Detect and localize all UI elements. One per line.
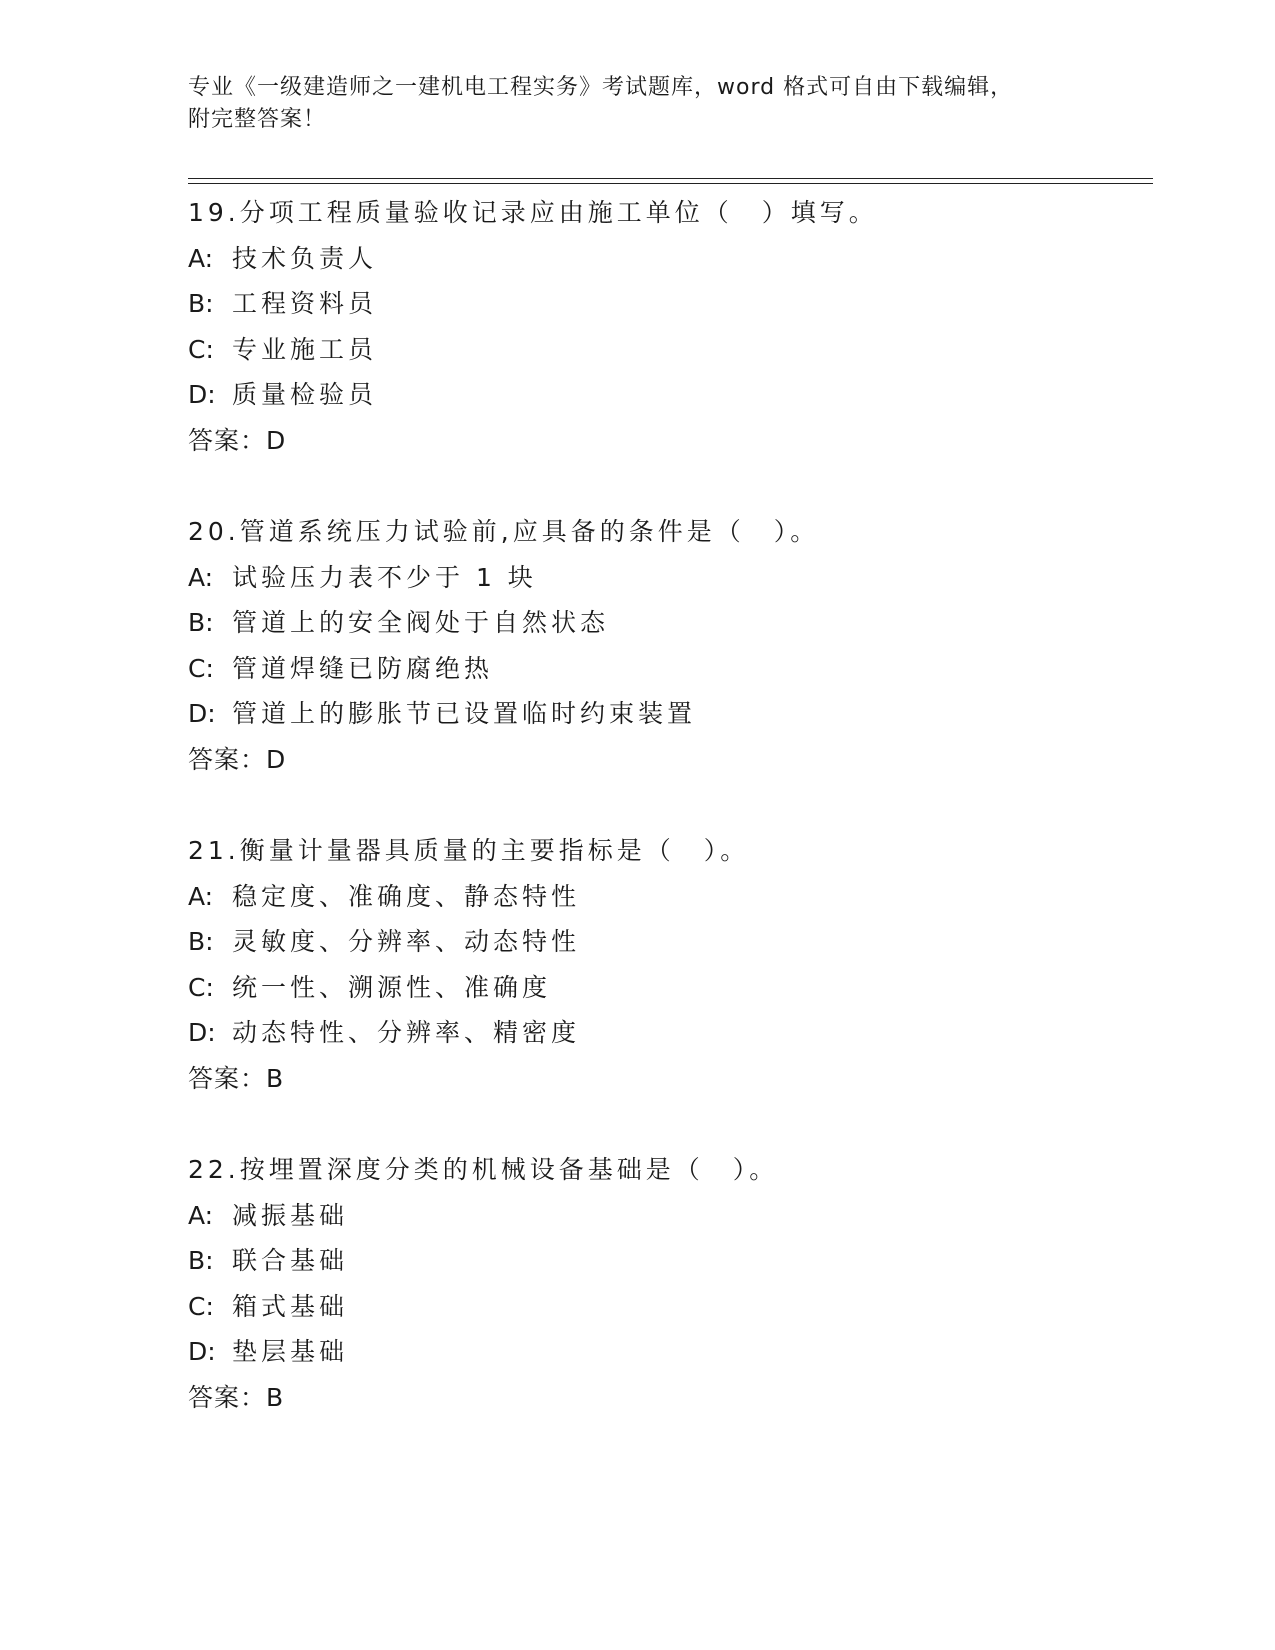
option-label: A: (188, 1200, 214, 1230)
option-b (188, 1238, 1168, 1284)
document-header (188, 72, 1088, 136)
question-21 (188, 828, 1168, 1101)
question-stem: 20.管道系统压力试验前,应具备的条件是（ ）。 (188, 517, 820, 546)
option-text: 减振基础 (232, 1200, 349, 1230)
question-list (188, 190, 1168, 1466)
option-text: 管道上的膨胀节已设置临时约束装置 (232, 699, 697, 728)
option-label: D: (188, 380, 216, 409)
option-label: B: (188, 608, 214, 637)
option-text: 稳定度、准确度、静态特性 (232, 881, 581, 911)
answer-line: 答案：D (188, 425, 287, 455)
question-stem: 22.按埋置深度分类的机械设备基础是（ ）。 (188, 1155, 779, 1184)
option-a (188, 874, 1168, 920)
option-label: C: (188, 653, 214, 683)
option-text: 灵敏度、分辨率、动态特性 (232, 927, 581, 956)
option-text: 试验压力表不少于 1 块 (232, 562, 537, 592)
option-d (188, 691, 1168, 737)
option-label: C: (188, 972, 214, 1002)
header-divider-bottom (188, 183, 1153, 184)
option-text: 统一性、溯源性、准确度 (232, 972, 552, 1002)
option-d (188, 1329, 1168, 1375)
header-line-2: 附完整答案！ (188, 107, 327, 132)
option-label: D: (188, 1337, 216, 1366)
option-b (188, 281, 1168, 327)
option-label: A: (188, 243, 214, 273)
option-label: A: (188, 881, 214, 911)
option-label: B: (188, 1246, 214, 1275)
header-divider-top (188, 178, 1153, 179)
option-d (188, 372, 1168, 418)
option-label: D: (188, 1018, 216, 1047)
option-text: 垫层基础 (232, 1337, 349, 1366)
option-c (188, 1284, 1168, 1330)
option-a (188, 555, 1168, 601)
option-text: 动态特性、分辨率、精密度 (232, 1018, 581, 1047)
option-b (188, 600, 1168, 646)
option-text: 管道焊缝已防腐绝热 (232, 653, 494, 683)
option-label: C: (188, 334, 214, 364)
header-line-1: 专业《一级建造师之一建机电工程实务》考试题库，word 格式可自由下载编辑， (188, 75, 1014, 100)
option-text: 技术负责人 (232, 243, 378, 273)
option-c (188, 327, 1168, 373)
question-22 (188, 1147, 1168, 1420)
answer-line: 答案：B (188, 1382, 285, 1412)
answer-line: 答案：D (188, 744, 287, 774)
option-text: 质量检验员 (232, 380, 378, 409)
option-d (188, 1010, 1168, 1056)
option-text: 专业施工员 (232, 334, 378, 364)
option-label: B: (188, 927, 214, 956)
question-stem: 21.衡量计量器具质量的主要指标是（ ）。 (188, 836, 750, 865)
option-text: 管道上的安全阀处于自然状态 (232, 608, 610, 637)
option-b (188, 919, 1168, 965)
option-text: 联合基础 (232, 1246, 349, 1275)
question-stem: 19.分项工程质量验收记录应由施工单位（ ）填写。 (188, 198, 878, 227)
option-text: 工程资料员 (232, 289, 378, 318)
option-label: A: (188, 562, 214, 592)
option-a (188, 1193, 1168, 1239)
option-text: 箱式基础 (232, 1291, 349, 1321)
question-20 (188, 509, 1168, 782)
option-c (188, 646, 1168, 692)
question-19 (188, 190, 1168, 463)
option-label: B: (188, 289, 214, 318)
option-label: C: (188, 1291, 214, 1321)
option-a (188, 236, 1168, 282)
option-c (188, 965, 1168, 1011)
answer-line: 答案：B (188, 1063, 285, 1093)
option-label: D: (188, 699, 216, 728)
